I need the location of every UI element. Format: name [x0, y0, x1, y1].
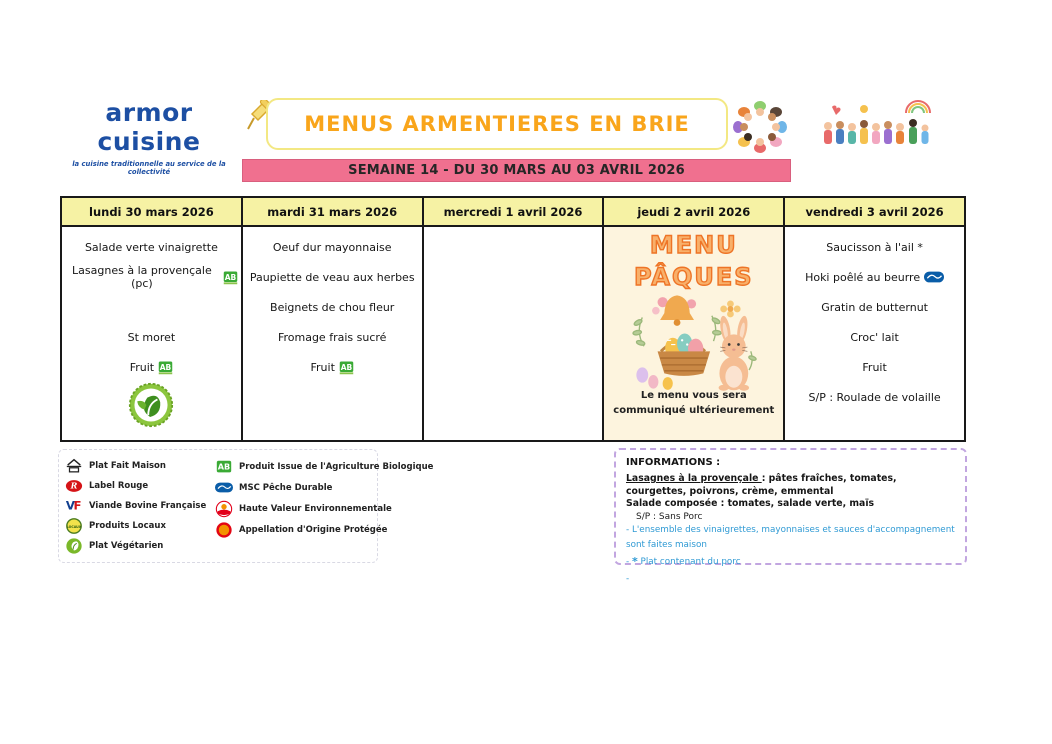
week-banner	[242, 159, 791, 182]
plat-vegetarien-icon	[65, 537, 83, 555]
info-line-porc-asterisk: - * Plat contenant du porc	[626, 555, 741, 569]
legend-row: LOCAUX Produits Locaux	[65, 516, 205, 536]
menu-item: Fruit	[862, 360, 887, 374]
menu-item: Oeuf dur mayonnaise	[272, 240, 392, 254]
viande-bovine-francaise-icon	[65, 497, 83, 515]
menu-item: Lasagnes à la provençale (pc) AB	[72, 264, 237, 290]
week-banner-text: SEMAINE 14 - DU 30 MARS AU 03 AVRIL 2026	[348, 163, 685, 178]
day-header-row	[61, 197, 965, 226]
legend-right-column	[215, 456, 434, 556]
easter-note: Le menu vous sera communiqué ultérieurement	[613, 389, 775, 416]
menu-body-row	[61, 226, 965, 441]
menu-cell	[603, 226, 784, 441]
menu-item: Paupiette de veau aux herbes	[249, 270, 415, 284]
armor-cuisine-logo	[56, 98, 242, 176]
menu-item: Croc' lait	[850, 330, 899, 344]
day-header: jeudi 2 avril 2026	[603, 197, 784, 226]
easter-illustration	[630, 292, 758, 392]
menu-item: S/P : Roulade de volaille	[808, 390, 941, 404]
info-line-sauces-maison: - L'ensemble des vinaigrettes, mayonnaises et sauces d'accompagnement sont faites maison	[626, 525, 955, 551]
svg-text:AB: AB	[340, 362, 353, 372]
produits-locaux-icon	[65, 517, 83, 535]
svg-text:R: R	[70, 480, 78, 491]
fait-maison-icon	[65, 457, 83, 475]
ab-organic-icon	[158, 360, 173, 375]
day-header: mardi 31 mars 2026	[242, 197, 423, 226]
page-title: MENUS ARMENTIERES EN BRIE	[304, 112, 690, 136]
legend-row: Plat Fait Maison	[65, 456, 205, 476]
vegetarian-dish-icon	[128, 382, 174, 431]
day-header: lundi 30 mars 2026	[61, 197, 242, 226]
menu-cell	[242, 226, 423, 441]
informations-title: INFORMATIONS :	[626, 457, 721, 468]
menu-cell	[423, 226, 604, 441]
ab-agriculture-biologique-icon	[215, 458, 233, 476]
legend-row: AB Produit Issue de l'Agriculture Biologique	[215, 456, 415, 477]
legend-row: Appellation d'Origine Protégée	[215, 519, 415, 540]
menu-cell	[61, 226, 242, 441]
menu-item: Gratin de butternut	[821, 300, 928, 314]
menu-item-icon	[62, 382, 241, 430]
menu-item: St moret	[127, 330, 176, 344]
menu-item	[62, 292, 241, 322]
menu-item: Saucisson à l'ail *	[826, 240, 923, 254]
menu-item: Salade verte vinaigrette	[84, 240, 218, 254]
legend	[58, 449, 434, 563]
weekly-menu-table	[60, 196, 966, 442]
menu-item: Fruit AB	[129, 360, 172, 374]
hve-icon	[215, 500, 233, 518]
menu-item: Fruit AB	[310, 360, 353, 374]
children-circle-illustration	[731, 99, 789, 153]
msc-fish-icon	[924, 271, 944, 283]
logo-tagline: la cuisine traditionnelle au service de la collectivité	[72, 160, 226, 176]
info-line-sans-porc: S/P : Sans Porc	[636, 511, 703, 522]
info-line-lasagnes: Lasagnes à la provençale : pâtes fraîches, tomates, courgettes, poivrons, crème, emmental	[626, 473, 897, 497]
menu-item: Fromage frais sucré	[277, 330, 387, 344]
legend-row: Haute Valeur Environnementale	[215, 498, 415, 519]
page-title-box	[266, 98, 728, 150]
svg-text:LOCAUX: LOCAUX	[66, 524, 82, 529]
menu-item: Hoki poêlé au beurre	[785, 262, 964, 292]
svg-text:F: F	[73, 498, 82, 513]
legend-row: MSC Pêche Durable	[215, 477, 415, 498]
easter-menu-title: MENU PÂQUES	[634, 231, 754, 292]
svg-text:AB: AB	[224, 272, 237, 282]
label-rouge-icon	[65, 477, 83, 495]
info-line-dash: -	[626, 573, 630, 584]
logo-title: armor cuisine	[97, 98, 201, 156]
informations-box	[614, 448, 967, 584]
aop-icon	[215, 521, 233, 539]
menu-item: Beignets de chou fleur	[270, 300, 395, 314]
children-drawing-illustration	[820, 99, 936, 151]
svg-text:AB: AB	[217, 461, 231, 472]
msc-peche-durable-icon	[215, 479, 233, 497]
day-header: vendredi 3 avril 2026	[784, 197, 965, 226]
menu-cell	[784, 226, 965, 441]
info-line-salade: Salade composée : tomates, salade verte, maïs	[626, 498, 875, 510]
day-header: mercredi 1 avril 2026	[423, 197, 604, 226]
legend-row: V F Viande Bovine Française	[65, 496, 205, 516]
svg-text:AB: AB	[159, 362, 172, 372]
ab-organic-icon	[223, 270, 238, 285]
legend-left-column	[65, 456, 205, 556]
svg-text:V: V	[65, 498, 75, 513]
ab-organic-icon	[339, 360, 354, 375]
legend-row: Plat Végétarien	[65, 536, 205, 556]
legend-row: R Label Rouge	[65, 476, 205, 496]
